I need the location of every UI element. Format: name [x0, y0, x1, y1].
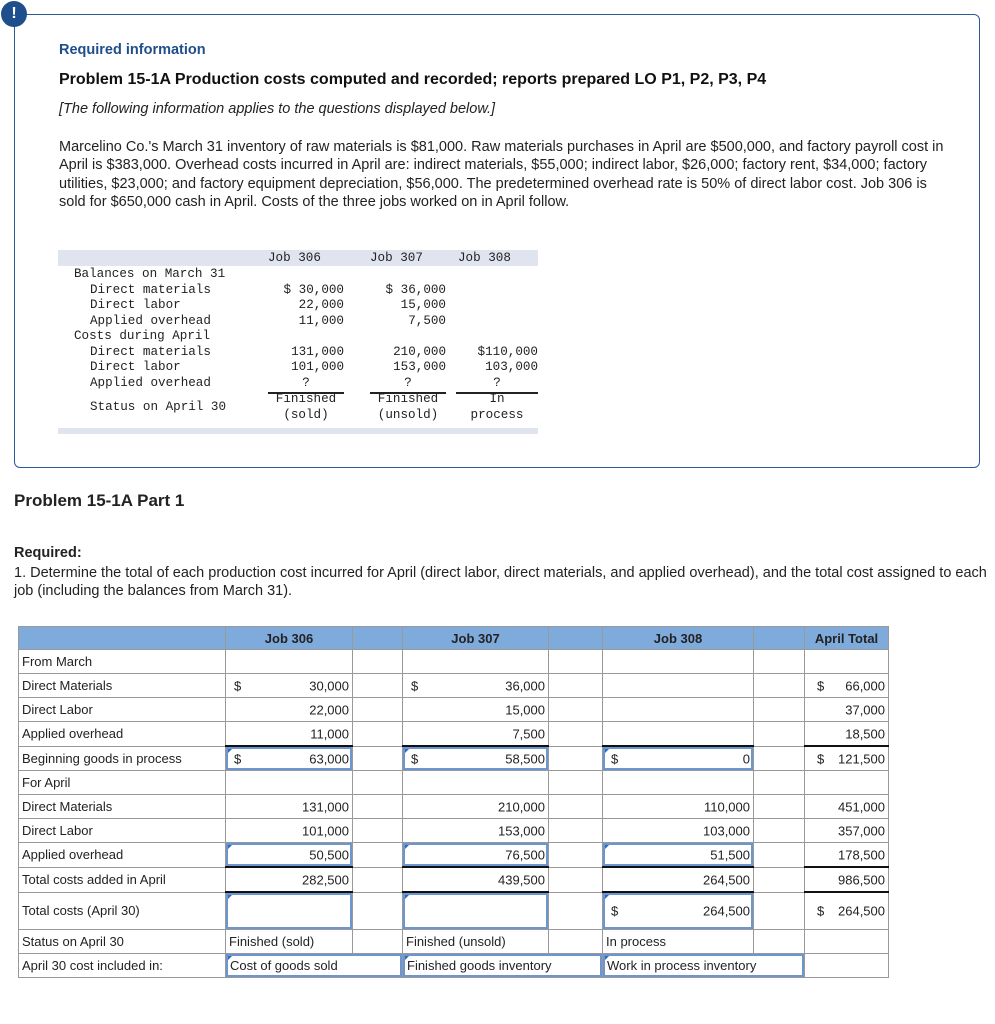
cell-value: 121,500: [838, 751, 885, 766]
job-306-cell: [226, 771, 353, 795]
job-307-cell: [403, 795, 549, 819]
given-value: $ 36,000: [385, 282, 446, 297]
spacer-cell: [754, 819, 805, 843]
job-307-cell: [403, 867, 549, 892]
given-row-label: Direct materials: [90, 282, 211, 297]
spacer-cell: [549, 674, 603, 698]
cell-value: 36,000: [505, 678, 545, 693]
header-cell-blank: [549, 627, 603, 650]
row-label: For April: [19, 771, 226, 795]
job-307-cell: [403, 650, 549, 674]
given-row-label: Direct labor: [90, 298, 181, 312]
cell-value: 30,000: [309, 678, 349, 693]
given-value: 101,000: [291, 360, 344, 374]
table-row: [19, 746, 889, 771]
row-label: From March: [19, 650, 226, 674]
cell-value: 210,000: [498, 799, 545, 814]
april-total-cell: [805, 930, 889, 954]
given-value: 15,000: [400, 298, 446, 312]
job-306-cell: [226, 722, 353, 747]
spacer-cell: [549, 722, 603, 747]
cell-value: 282,500: [302, 872, 349, 887]
given-cost-table: [58, 250, 538, 422]
given-value: $ 30,000: [283, 282, 344, 297]
table-row: [19, 843, 889, 868]
header-cell-blank: [754, 627, 805, 650]
required-label: Required:: [14, 545, 82, 561]
cell-value: 18,500: [845, 726, 885, 741]
status-row: [19, 930, 889, 954]
spacer-cell: [353, 819, 403, 843]
cell-value: 264,500: [838, 903, 885, 919]
april-total-cell: [805, 722, 889, 747]
cell-value: 357,000: [838, 823, 885, 838]
april-total-cell: [805, 795, 889, 819]
given-header-job: Job 308: [458, 251, 511, 265]
job-306-cell: [226, 650, 353, 674]
given-status: process: [470, 407, 524, 422]
header-cell-blank: [19, 627, 226, 650]
spacer-cell: [549, 843, 603, 868]
row-label: Beginning goods in process: [19, 746, 226, 771]
dollar-sign: $: [817, 678, 825, 693]
april-total-cell: [805, 843, 889, 868]
info-note: [The following information applies to the questions displayed below.]: [59, 101, 496, 117]
spacer-cell: [549, 930, 603, 954]
cell-value: 15,000: [505, 702, 545, 717]
april-total-cell: [805, 954, 889, 978]
row-label: April 30 cost included in:: [19, 954, 226, 978]
given-status: (sold): [283, 407, 329, 422]
job-307-cell[interactable]: [403, 892, 549, 930]
job-308-cell: [603, 674, 754, 698]
row-label: Total costs (April 30): [19, 892, 226, 930]
dollar-sign: $: [411, 751, 419, 766]
job-306-cell: [226, 795, 353, 819]
job-308-cell: [603, 722, 754, 747]
given-status-label: Status on April 30: [90, 400, 227, 414]
spacer-cell: [754, 867, 805, 892]
dollar-sign: $: [817, 751, 825, 766]
spacer-cell: [754, 674, 805, 698]
cell-value: 22,000: [309, 702, 349, 717]
spacer-cell: [549, 892, 603, 930]
given-value: 210,000: [393, 344, 446, 359]
spacer-cell: [549, 746, 603, 771]
april-total-cell: [805, 771, 889, 795]
job-status: Finished (sold): [226, 930, 353, 954]
cell-value: 153,000: [498, 823, 545, 838]
job-306-cell: [226, 867, 353, 892]
cell-value: 11,000: [310, 726, 349, 741]
spacer-cell: [754, 722, 805, 747]
cell-value: 63,000: [309, 751, 349, 766]
given-value: 131,000: [291, 344, 344, 359]
job-306-cell: [226, 698, 353, 722]
job-308-cell: [603, 771, 754, 795]
job-307-cell: [403, 722, 549, 747]
spacer-cell: [549, 698, 603, 722]
spacer-cell: [353, 795, 403, 819]
job-307-cell[interactable]: [403, 843, 549, 868]
cell-value: 0: [742, 751, 750, 766]
given-value: 7,500: [408, 313, 446, 328]
cost-included-job-307-input[interactable]: Finished goods inventory: [403, 954, 603, 978]
spacer-cell: [549, 795, 603, 819]
header-job-306: Job 306: [226, 627, 353, 650]
given-status: Finished: [377, 392, 439, 406]
given-value: 22,000: [298, 298, 344, 312]
spacer-cell: [353, 843, 403, 868]
cell-value: 110,000: [703, 799, 750, 814]
table-row: [19, 819, 889, 843]
spacer-cell: [353, 771, 403, 795]
spacer-cell: [754, 771, 805, 795]
job-308-cell: [603, 795, 754, 819]
spacer-cell: [353, 930, 403, 954]
dollar-sign: $: [234, 751, 242, 766]
cell-value: 178,500: [838, 847, 885, 862]
required-information-heading: Required information: [59, 42, 206, 58]
cell-value: 439,500: [498, 872, 545, 887]
cost-included-job-308-input[interactable]: Work in process inventory: [603, 954, 805, 978]
given-value: $110,000: [477, 344, 538, 359]
job-308-cell: [603, 867, 754, 892]
spacer-cell: [754, 892, 805, 930]
given-status: Finished: [275, 392, 337, 406]
table-row: [19, 867, 889, 892]
given-row-label: Applied overhead: [90, 313, 211, 328]
spacer-cell: [549, 771, 603, 795]
job-306-cell: [226, 674, 353, 698]
row-label: Applied overhead: [19, 722, 226, 747]
job-307-cell: [403, 674, 549, 698]
april-total-cell: [805, 698, 889, 722]
given-header-job: Job 306: [268, 251, 321, 265]
job-306-cell: [226, 819, 353, 843]
given-status: In: [489, 392, 505, 406]
dollar-sign: $: [611, 751, 619, 766]
header-april-total: April Total: [805, 627, 889, 650]
cell-value: 50,500: [309, 847, 349, 862]
cell-value: 103,000: [703, 823, 750, 838]
job-307-cell: [403, 698, 549, 722]
cost-included-row: [19, 954, 889, 978]
cell-value: 37,000: [845, 702, 885, 717]
cell-value: 101,000: [302, 823, 349, 838]
header-job-308: Job 308: [603, 627, 754, 650]
given-header-job: Job 307: [370, 251, 423, 265]
job-308-cell: [603, 650, 754, 674]
spacer-cell: [353, 698, 403, 722]
cell-value: 7,500: [512, 726, 545, 741]
job-308-cell[interactable]: [603, 746, 754, 771]
job-306-cell[interactable]: [226, 843, 353, 868]
dollar-sign: $: [411, 678, 419, 693]
table-row: [19, 892, 889, 930]
job-308-cell: [603, 698, 754, 722]
spacer-cell: [353, 892, 403, 930]
cell-value: 131,000: [302, 799, 349, 814]
spacer-cell: [353, 746, 403, 771]
spacer-cell: [353, 650, 403, 674]
part-title: Problem 15-1A Part 1: [14, 491, 185, 510]
given-value: ?: [493, 375, 501, 390]
cell-value: 986,500: [838, 872, 885, 887]
april-total-cell: [805, 674, 889, 698]
spacer-cell: [353, 722, 403, 747]
given-status: (unsold): [377, 407, 439, 422]
given-row-label: Applied overhead: [90, 375, 211, 390]
job-308-cell[interactable]: [603, 892, 754, 930]
row-label: Direct Labor: [19, 819, 226, 843]
job-308-cell: [603, 819, 754, 843]
job-307-cell: [403, 819, 549, 843]
table-row: [19, 698, 889, 722]
cell-value: 51,500: [710, 847, 750, 862]
given-row-label: Balances on March 31: [74, 267, 226, 281]
dollar-sign: $: [817, 903, 825, 919]
spacer-cell: [754, 795, 805, 819]
job-status: In process: [603, 930, 754, 954]
table-row: [19, 722, 889, 747]
row-label: Direct Materials: [19, 674, 226, 698]
cell-value: 451,000: [838, 799, 885, 814]
april-total-cell: [805, 867, 889, 892]
given-row-label: Direct labor: [90, 360, 181, 374]
cell-value: 264,500: [703, 903, 750, 919]
job-307-cell: [403, 771, 549, 795]
row-label: Applied overhead: [19, 843, 226, 868]
given-row-label: Costs during April: [74, 329, 211, 343]
cost-included-job-306-input[interactable]: Cost of goods sold: [226, 954, 403, 978]
job-308-cell[interactable]: [603, 843, 754, 868]
row-label: Direct Labor: [19, 698, 226, 722]
cell-value: 264,500: [703, 872, 750, 887]
april-total-cell: [805, 650, 889, 674]
alert-icon: !: [1, 1, 27, 27]
answer-table: [18, 626, 889, 978]
given-value: 153,000: [393, 360, 446, 374]
header-job-307: Job 307: [403, 627, 549, 650]
problem-paragraph: Marcelino Co.'s March 31 inventory of raw materials is $81,000. Raw materials purchases in April are $500,000, and factory payroll cost in April is $383,000. Overhead costs incurred in April are: indirect materials, $55,000; indirect labor, $26,000; factory rent, $34,000; factory utilities, $23,000; and factory equipment depreciation, $56,000. The predetermined overhead rate is 50% of direct labor cost. Job 306 is sold for $650,000 cash in April. Costs of the three jobs worked on in April follow.: [59, 139, 944, 210]
spacer-cell: [549, 819, 603, 843]
april-total-cell: [805, 892, 889, 930]
table-row: [19, 650, 889, 674]
problem-title: Problem 15-1A Production costs computed and recorded; reports prepared LO P1, P2, P3, P4: [59, 71, 767, 88]
spacer-cell: [754, 930, 805, 954]
header-cell-blank: [353, 627, 403, 650]
given-value: ?: [302, 375, 310, 390]
cell-value: 66,000: [845, 678, 885, 693]
row-label: Direct Materials: [19, 795, 226, 819]
spacer-cell: [754, 843, 805, 868]
cell-value: 58,500: [505, 751, 545, 766]
spacer-cell: [754, 746, 805, 771]
table-row: [19, 674, 889, 698]
job-306-cell[interactable]: [226, 892, 353, 930]
cell-value: 76,500: [505, 847, 545, 862]
spacer-cell: [754, 698, 805, 722]
dollar-sign: $: [611, 903, 619, 919]
required-text: 1. Determine the total of each production cost incurred for April (direct labor, direct materials, and applied overhead), and the total cost assigned to each job (including the balances from March 31).: [14, 565, 987, 599]
spacer-cell: [549, 867, 603, 892]
row-label: Status on April 30: [19, 930, 226, 954]
given-value: 11,000: [298, 313, 344, 328]
row-label: Total costs added in April: [19, 867, 226, 892]
job-307-cell[interactable]: [403, 746, 549, 771]
april-total-cell: [805, 819, 889, 843]
job-status: Finished (unsold): [403, 930, 549, 954]
table-row: [19, 771, 889, 795]
job-306-cell[interactable]: [226, 746, 353, 771]
given-row-label: Direct materials: [90, 344, 211, 359]
spacer-cell: [754, 650, 805, 674]
table-row: [19, 795, 889, 819]
spacer-cell: [353, 867, 403, 892]
given-value: 103,000: [485, 360, 538, 374]
given-value: ?: [404, 375, 412, 390]
april-total-cell: [805, 746, 889, 771]
spacer-cell: [549, 650, 603, 674]
dollar-sign: $: [234, 678, 242, 693]
spacer-cell: [353, 674, 403, 698]
